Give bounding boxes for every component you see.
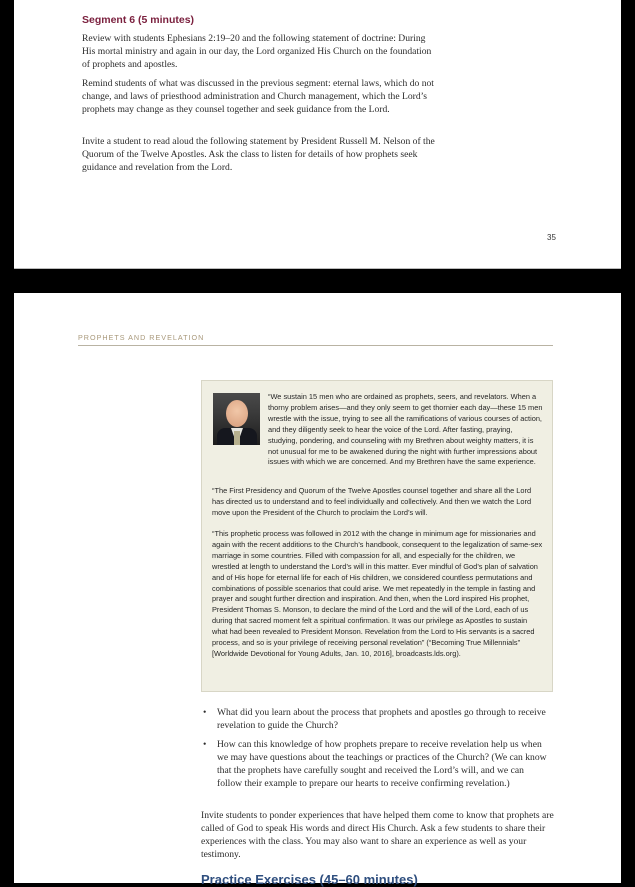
segment-title: Segment 6 (5 minutes): [82, 14, 195, 26]
document-page-36: [14, 293, 621, 887]
paragraph-invite-ponder: Invite students to ponder experiences that have helped them come to know that prophets are called of God to speak His words and direct His Church. Ask a few students to share their experiences with the class. You may also want to share an experience as well as your testimony.: [201, 810, 554, 860]
quote-paragraph-3: “This prophetic process was followed in 2012 with the change in minimum age for missionaries and again with the recent additions to the Church’s handbook, consequent to the legalization of same-sex marriage in some countries. Filled with compassion for all, and especially for the children, we wrestled at length to understand the Lord’s will in this matter. Ever mindful of God’s plan of salvation and of His hope for eternal life for each of His children, we considered countless permutations and combinations of possible scenarios that could arise. We met repeatedly in the temple in fasting and prayer and sought further direction and inspiration. And then, when the Lord inspired His prophet, President Thomas S. Monson, to declare the mind of the Lord and the will of the Lord, each of us during that sacred moment felt a spiritual confirmation. It was our privilege as Apostles to sustain what had been revealed to President Monson. Revelation from the Lord to His servants is a sacred process, and so is your privilege of receiving personal revelation” (“Becoming True Millennials” [Worldwide Devotional for Young Adults, Jan. 10, 2016], broadcasts.lds.org).: [212, 529, 543, 658]
paragraph-review-doctrine: Review with students Ephesians 2:19–20 and the following statement of doctrine: During His mortal ministry and again in our day, the Lord organized His Church on the foundation of prophets and apostles.: [82, 33, 432, 70]
section-heading-practice: Practice Exercises (45–60 minutes): [201, 872, 418, 887]
paragraph-remind-students: Remind students of what was discussed in the previous segment: eternal laws, which do not change, and laws of priesthood administration and Church management, which the Lord’s prophets may change as they counsel together and seek guidance from the Lord.: [82, 78, 434, 115]
list-item: [201, 706, 551, 732]
bullet-icon: •: [203, 707, 207, 718]
quote-paragraph-1: “We sustain 15 men who are ordained as prophets, seers, and revelators. When a thorny problem arises—and they only seem to get thornier each day—these 15 men wrestle with the issue, trying to see all the ramifications of various courses of action, and they diligently seek to hear the voice of the Lord. After fasting, praying, studying, pondering, and counseling with my Brethren about weighty matters, it is not unusual for me to be awakened during the night with further impressions about issues with which we are concerned. And my Brethren have the same experience.: [212, 392, 544, 468]
paragraph-invite-student: Invite a student to read aloud the following statement by President Russell M. Nelson of the Quorum of the Twelve Apostles. Ask the class to listen for details of how prophets seek guidance and revelation from the Lord.: [82, 136, 435, 173]
portrait-wrap-spacer: [212, 392, 268, 458]
quote-paragraph-2: “The First Presidency and Quorum of the Twelve Apostles counsel together and share all the Lord has directed us to understand and to feel individually and collectively. And then we watch the Lord move upon the President of the Church to proclaim the Lord’s will.: [212, 486, 532, 517]
document-page-35: [14, 0, 621, 269]
bullet-icon: •: [203, 739, 207, 750]
question-text: How can this knowledge of how prophets prepare to receive revelation help us when we may have questions about the teachings or practices of the Church? (We can know that the prophets have carefully sought and received the Lord’s will, and we can follow their example to prepare our hearts to receive confirming revelation.): [217, 739, 547, 789]
question-text: What did you learn about the process that prophets and apostles go through to receive revelation to guide the Church?: [217, 707, 546, 731]
page-number: 35: [547, 233, 556, 242]
running-header: PROPHETS AND REVELATION: [78, 333, 205, 342]
list-item: [201, 738, 551, 790]
question-list: [201, 706, 551, 796]
quote-box: [201, 380, 553, 692]
header-rule: [78, 345, 553, 346]
